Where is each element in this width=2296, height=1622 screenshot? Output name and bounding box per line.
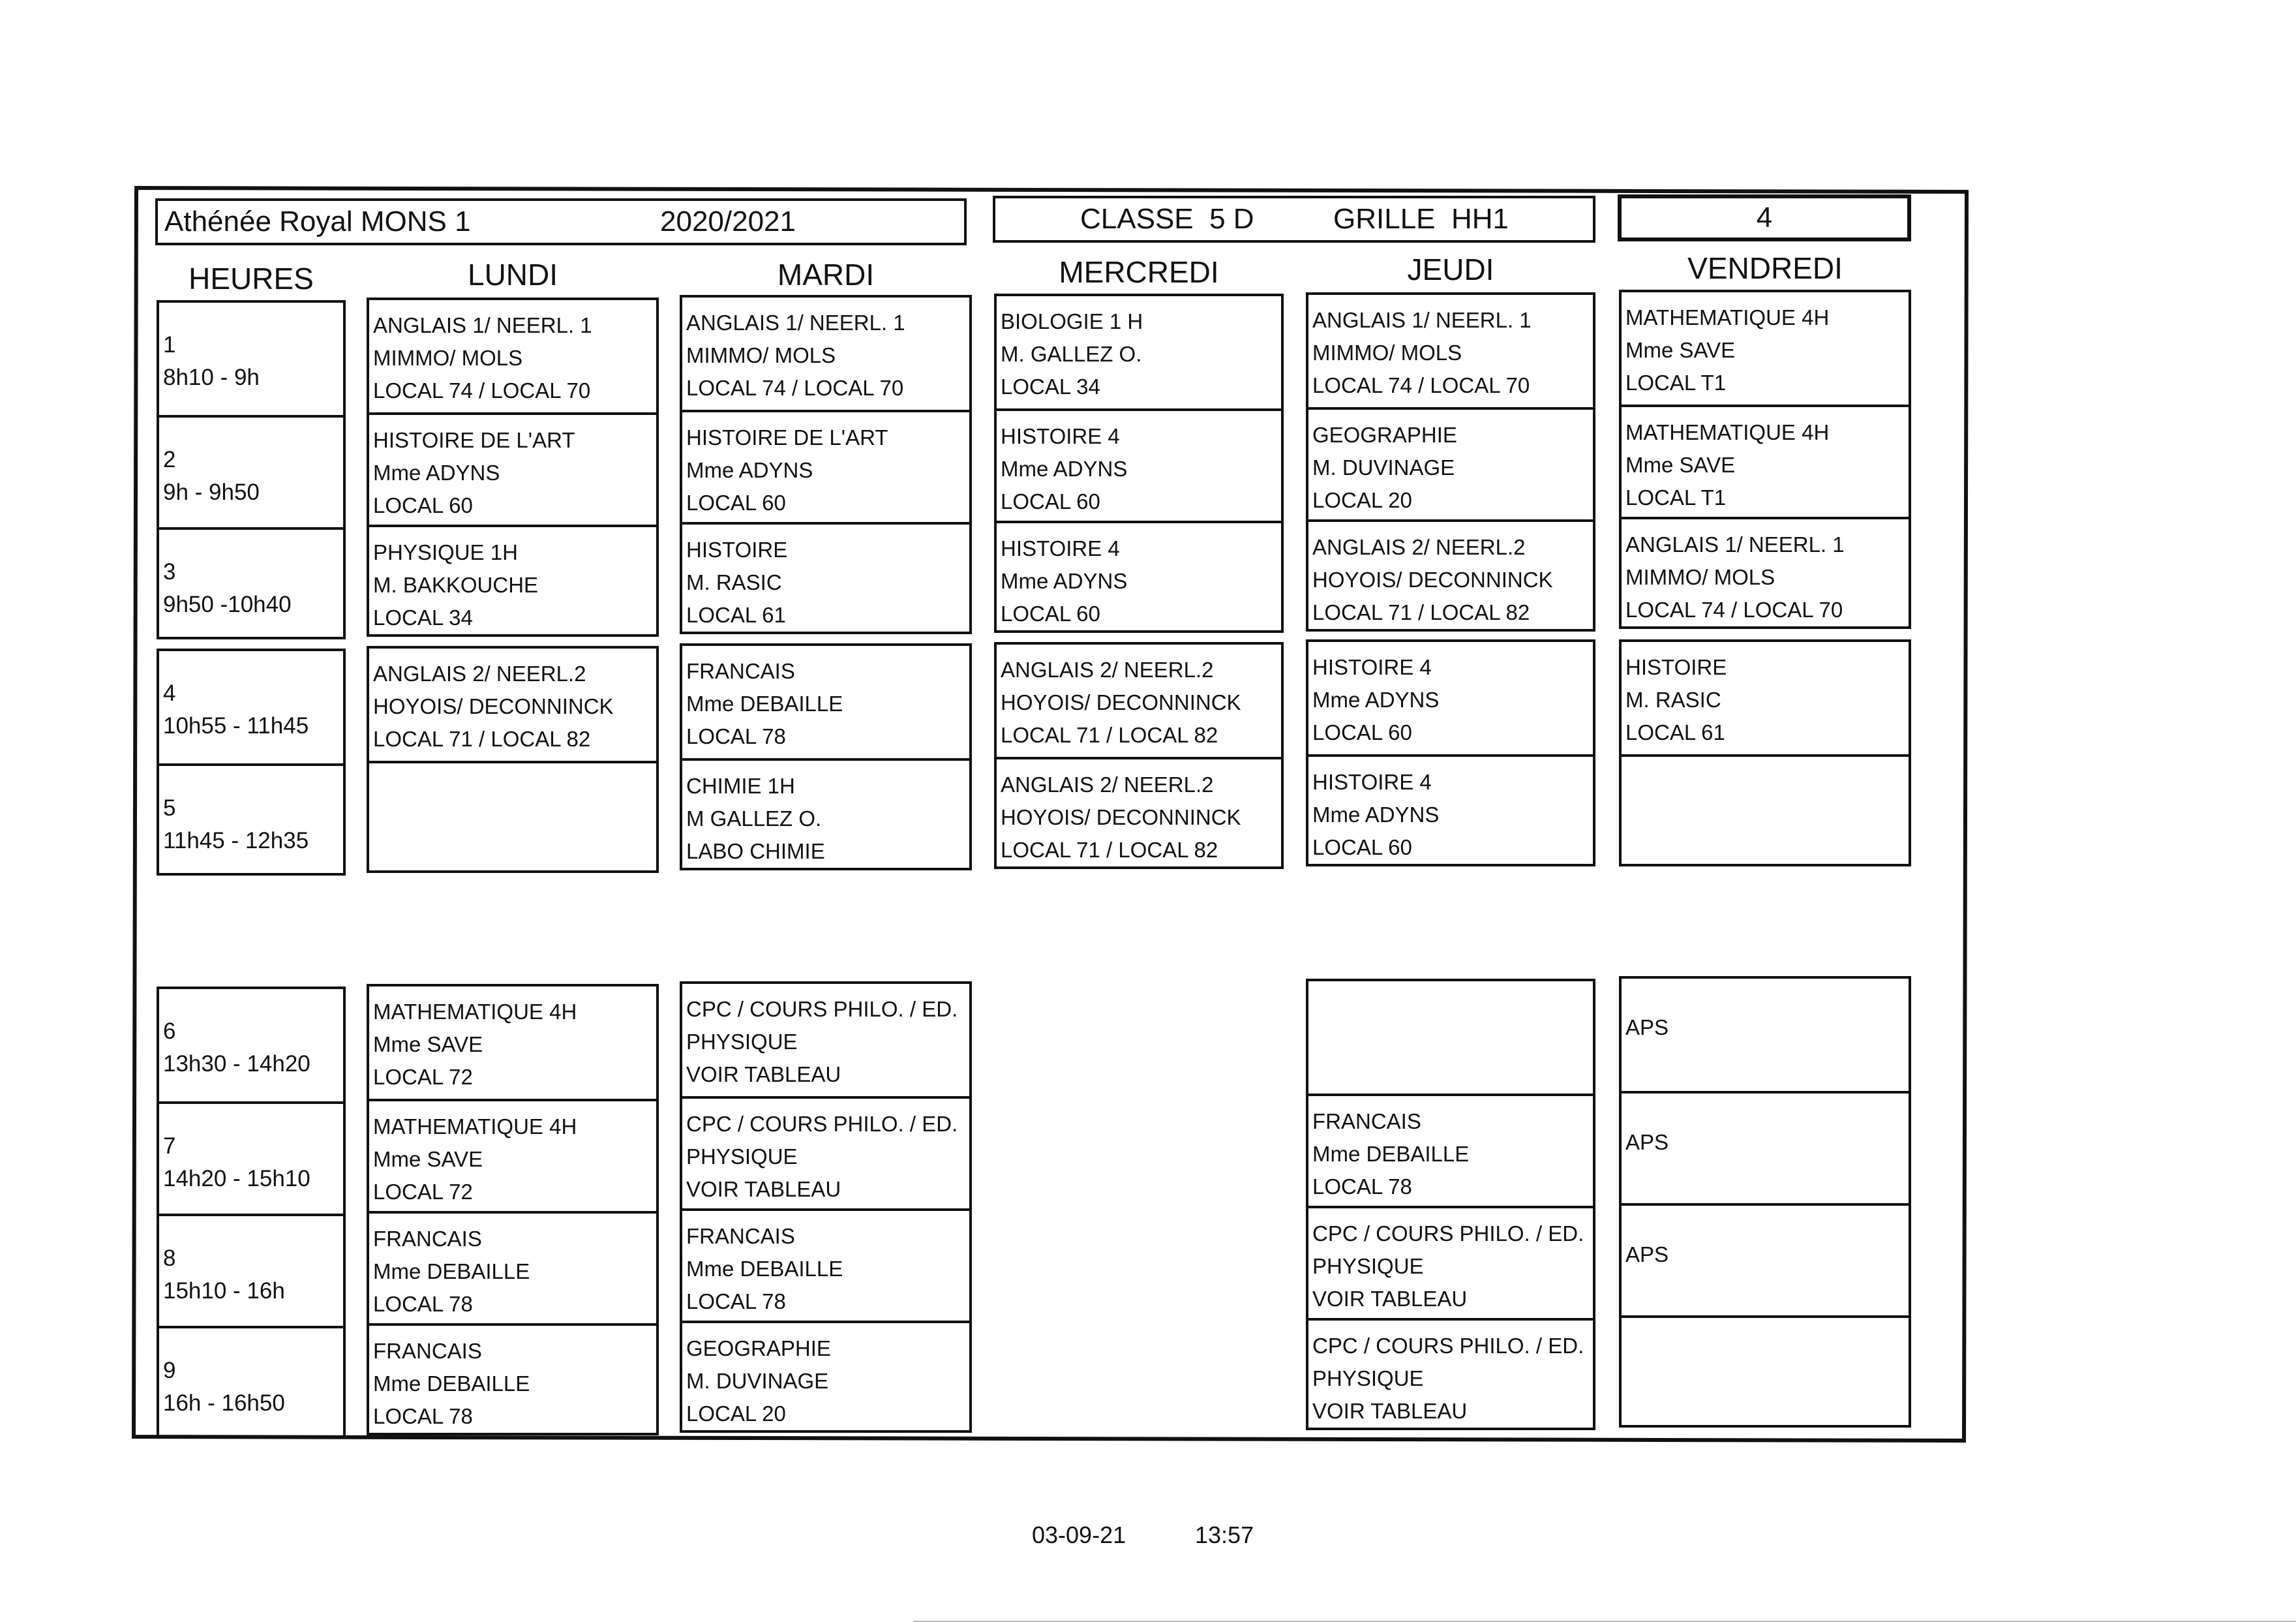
teacher-name: Mme SAVE (373, 1032, 483, 1056)
hour-slot-9 (159, 1326, 343, 1438)
room-name: VOIR TABLEAU (1312, 1399, 1468, 1423)
mardi-period-8 (682, 1208, 969, 1321)
jeudi-period-3 (1308, 519, 1593, 632)
course-name: HISTOIRE (1625, 655, 1727, 679)
mercredi-period-5 (997, 757, 1281, 869)
lundi-block (367, 984, 659, 1435)
teacher-name: Mme DEBAILLE (1312, 1142, 1470, 1166)
course-name: MATHEMATIQUE 4H (373, 1114, 577, 1139)
room-name: LOCAL 60 (1001, 489, 1100, 513)
day-header-heures: HEURES (189, 262, 314, 296)
day-header-jeudi: JEUDI (1407, 252, 1494, 286)
room-name: LOCAL 72 (373, 1180, 473, 1204)
lundi-period-8 (369, 1211, 656, 1323)
teacher-name: M GALLEZ O. (686, 806, 822, 831)
course-name: MATHEMATIQUE 4H (1625, 420, 1830, 444)
teacher-name: Mme SAVE (1625, 338, 1736, 362)
course-name: HISTOIRE 4 (1312, 770, 1432, 794)
room-name: LABO CHIMIE (686, 839, 825, 863)
course-name: 4 (163, 681, 176, 706)
jeudi-period-4 (1308, 642, 1593, 754)
course-name: GEOGRAPHIE (686, 1336, 831, 1360)
week-number (1618, 194, 1911, 241)
lundi-period-2 (369, 412, 656, 525)
room-name: LOCAL 60 (1312, 835, 1412, 859)
course-name: 2 (163, 447, 176, 472)
room-name: LOCAL 78 (686, 724, 786, 748)
course-name: HISTOIRE DE L'ART (373, 428, 575, 452)
course-name: 5 (163, 795, 176, 821)
room-name: LOCAL 78 (373, 1292, 473, 1316)
course-name: FRANCAIS (686, 1224, 795, 1248)
room-name: LOCAL 78 (686, 1289, 786, 1313)
mercredi-block (994, 294, 1284, 633)
room-name: LOCAL 34 (373, 605, 473, 630)
teacher-name: Mme ADYNS (1001, 457, 1128, 481)
day-header-mardi: MARDI (777, 258, 875, 292)
jeudi-block (1306, 292, 1595, 632)
teacher-name: HOYOIS/ DECONNINCK (373, 694, 614, 718)
course-name: HISTOIRE 4 (1001, 424, 1120, 448)
teacher-name: PHYSIQUE (1312, 1366, 1424, 1390)
mardi-period-2 (682, 410, 969, 522)
class-header (993, 196, 1595, 243)
room-name: LOCAL 72 (373, 1065, 473, 1089)
room-name: LOCAL 60 (1312, 720, 1412, 744)
room-name: VOIR TABLEAU (686, 1177, 841, 1201)
course-name: ANGLAIS 2/ NEERL.2 (1312, 535, 1526, 559)
vendredi-period-4 (1622, 642, 1909, 754)
lundi-period-5 (369, 761, 656, 873)
course-name: ANGLAIS 2/ NEERL.2 (1001, 773, 1214, 797)
room-name: LOCAL 60 (373, 493, 473, 517)
course-name: HISTOIRE 4 (1312, 655, 1432, 679)
mercredi-period-2 (997, 408, 1281, 521)
room-name: LOCAL 78 (373, 1404, 473, 1428)
course-name: PHYSIQUE 1H (373, 540, 518, 564)
course-name: ANGLAIS 1/ NEERL. 1 (686, 311, 905, 335)
course-name: HISTOIRE (686, 538, 788, 562)
mercredi-block (994, 642, 1284, 869)
jeudi-period-7 (1308, 1094, 1593, 1206)
teacher-name: Mme DEBAILLE (686, 1257, 843, 1281)
jeudi-period-9 (1308, 1318, 1593, 1430)
course-name: FRANCAIS (373, 1227, 482, 1251)
hour-slot-3 (159, 527, 343, 639)
room-name: LOCAL 34 (1001, 375, 1100, 399)
grid-label: GRILLE HH1 (1333, 203, 1509, 235)
lundi-period-4 (369, 649, 656, 761)
room-name: LOCAL 61 (686, 603, 786, 627)
course-name: BIOLOGIE 1 H (1001, 309, 1143, 333)
teacher-name: MIMMO/ MOLS (1625, 565, 1775, 589)
course-name: CPC / COURS PHILO. / ED. (1312, 1334, 1584, 1358)
mercredi-period-1 (997, 296, 1281, 408)
mardi-period-1 (682, 298, 969, 410)
jeudi-period-2 (1308, 407, 1593, 519)
teacher-name: 9h - 9h50 (163, 480, 260, 505)
course-name: CPC / COURS PHILO. / ED. (686, 997, 958, 1021)
teacher-name: Mme ADYNS (686, 458, 813, 482)
course-name: FRANCAIS (373, 1339, 482, 1363)
week-number-value: 4 (1756, 202, 1773, 234)
course-name: GEOGRAPHIE (1312, 423, 1457, 447)
course-name: ANGLAIS 2/ NEERL.2 (373, 662, 586, 686)
teacher-name: Mme SAVE (1625, 453, 1736, 477)
teacher-name: M. DUVINAGE (686, 1369, 829, 1393)
teacher-name: M. BAKKOUCHE (373, 573, 539, 597)
teacher-name: Mme DEBAILLE (686, 692, 843, 716)
lundi-period-9 (369, 1323, 656, 1435)
room-name: LOCAL 71 / LOCAL 82 (1001, 838, 1218, 862)
vendredi-period-8 (1622, 1203, 1909, 1315)
hour-slot-6 (159, 989, 343, 1101)
room-name: LOCAL 71 / LOCAL 82 (1001, 723, 1218, 747)
teacher-name: HOYOIS/ DECONNINCK (1001, 805, 1241, 829)
teacher-name: MIMMO/ MOLS (373, 346, 523, 370)
room-name: LOCAL 74 / LOCAL 70 (1625, 598, 1843, 622)
teacher-name: Mme ADYNS (373, 461, 500, 485)
mardi-period-7 (682, 1096, 969, 1208)
lundi-block (367, 298, 659, 637)
mardi-period-4 (682, 646, 969, 758)
room-name: LOCAL T1 (1625, 485, 1727, 510)
teacher-name: PHYSIQUE (686, 1030, 798, 1054)
room-name: LOCAL 71 / LOCAL 82 (1312, 600, 1530, 624)
school-year: 2020/2021 (660, 206, 796, 237)
room-name: VOIR TABLEAU (1312, 1287, 1468, 1311)
course-name: HISTOIRE DE L'ART (686, 425, 888, 450)
lundi-period-7 (369, 1099, 656, 1211)
hour-slot-4 (159, 651, 343, 763)
course-name: 1 (163, 332, 176, 358)
hours-block (157, 987, 346, 1438)
course-name: ANGLAIS 2/ NEERL.2 (1001, 658, 1214, 682)
teacher-name: Mme ADYNS (1312, 803, 1440, 827)
course-name: APS (1625, 1130, 1669, 1154)
room-name: LOCAL T1 (1625, 371, 1727, 395)
room-name: LOCAL 61 (1625, 720, 1725, 744)
mardi-block (680, 295, 972, 634)
teacher-name: HOYOIS/ DECONNINCK (1312, 568, 1553, 592)
room-name: LOCAL 78 (1312, 1174, 1412, 1199)
hours-block (157, 649, 346, 876)
course-name: CHIMIE 1H (686, 774, 795, 798)
course-name: FRANCAIS (686, 659, 795, 683)
class-label: CLASSE 5 D (1080, 203, 1254, 235)
print-date: 03-09-21 (1032, 1522, 1126, 1548)
teacher-name: 9h50 -10h40 (163, 592, 292, 617)
mardi-period-5 (682, 758, 969, 870)
jeudi-block (1306, 639, 1595, 866)
course-name: APS (1625, 1242, 1669, 1266)
teacher-name: Mme DEBAILLE (373, 1259, 530, 1283)
vendredi-period-3 (1622, 517, 1909, 629)
mardi-period-9 (682, 1321, 969, 1433)
room-name: LOCAL 60 (1001, 602, 1100, 626)
course-name: 9 (163, 1358, 176, 1383)
school-name: Athénée Royal MONS 1 (164, 206, 471, 237)
teacher-name: M. DUVINAGE (1312, 455, 1455, 480)
lundi-period-1 (369, 300, 656, 412)
vendredi-period-2 (1622, 405, 1909, 517)
vendredi-period-7 (1622, 1091, 1909, 1203)
print-time: 13:57 (1195, 1522, 1254, 1548)
teacher-name: MIMMO/ MOLS (1312, 341, 1462, 365)
vendredi-period-9 (1622, 1315, 1909, 1428)
lundi-block (367, 646, 659, 873)
room-name: LOCAL 74 / LOCAL 70 (686, 376, 904, 400)
room-name: LOCAL 20 (1312, 488, 1412, 512)
teacher-name: 11h45 - 12h35 (163, 828, 309, 853)
course-name: ANGLAIS 1/ NEERL. 1 (373, 313, 592, 337)
room-name: LOCAL 74 / LOCAL 70 (373, 378, 591, 403)
teacher-name: 8h10 - 9h (163, 365, 260, 390)
teacher-name: 15h10 - 16h (163, 1278, 285, 1304)
day-header-lundi: LUNDI (467, 258, 558, 292)
teacher-name: 13h30 - 14h20 (163, 1051, 310, 1077)
jeudi-period-6 (1308, 981, 1593, 1094)
vendredi-period-1 (1622, 292, 1909, 405)
hour-slot-2 (159, 415, 343, 527)
jeudi-block (1306, 979, 1595, 1430)
course-name: 3 (163, 559, 176, 585)
teacher-name: HOYOIS/ DECONNINCK (1001, 690, 1241, 714)
room-name: LOCAL 60 (686, 491, 786, 515)
lundi-period-6 (369, 987, 656, 1099)
day-header-vendredi: VENDREDI (1687, 251, 1843, 285)
teacher-name: 10h55 - 11h45 (163, 713, 309, 739)
vendredi-period-5 (1622, 754, 1909, 866)
course-name: MATHEMATIQUE 4H (1625, 305, 1830, 329)
teacher-name: M. GALLEZ O. (1001, 342, 1142, 366)
lundi-period-3 (369, 525, 656, 637)
room-name: LOCAL 74 / LOCAL 70 (1312, 373, 1530, 397)
course-name: ANGLAIS 1/ NEERL. 1 (1625, 532, 1845, 557)
vendredi-block (1619, 639, 1911, 866)
hour-slot-7 (159, 1101, 343, 1214)
mercredi-period-3 (997, 521, 1281, 633)
room-name: VOIR TABLEAU (686, 1062, 841, 1086)
teacher-name: Mme SAVE (373, 1147, 483, 1171)
hour-slot-5 (159, 763, 343, 876)
course-name: MATHEMATIQUE 4H (373, 1000, 577, 1024)
jeudi-period-1 (1308, 295, 1593, 407)
teacher-name: Mme DEBAILLE (373, 1371, 530, 1396)
teacher-name: PHYSIQUE (1312, 1254, 1424, 1278)
course-name: 8 (163, 1246, 176, 1271)
mardi-period-6 (682, 984, 969, 1096)
course-name: APS (1625, 1015, 1669, 1039)
hour-slot-1 (159, 303, 343, 415)
course-name: HISTOIRE 4 (1001, 536, 1120, 560)
teacher-name: 16h - 16h50 (163, 1390, 285, 1416)
vendredi-block (1619, 290, 1911, 629)
jeudi-period-5 (1308, 754, 1593, 866)
vendredi-period-6 (1622, 979, 1909, 1091)
hours-block (157, 300, 346, 639)
course-name: 6 (163, 1018, 176, 1044)
vendredi-block (1619, 976, 1911, 1428)
mardi-period-3 (682, 522, 969, 634)
teacher-name: PHYSIQUE (686, 1144, 798, 1169)
school-header (155, 198, 967, 245)
teacher-name: M. RASIC (686, 570, 782, 594)
course-name: 7 (163, 1133, 176, 1159)
course-name: CPC / COURS PHILO. / ED. (1312, 1221, 1584, 1246)
hour-slot-8 (159, 1214, 343, 1326)
mercredi-period-4 (997, 645, 1281, 757)
room-name: LOCAL 20 (686, 1401, 786, 1426)
teacher-name: Mme ADYNS (1312, 688, 1440, 712)
day-header-mercredi: MERCREDI (1059, 255, 1219, 289)
teacher-name: Mme ADYNS (1001, 569, 1128, 593)
teacher-name: 14h20 - 15h10 (163, 1166, 310, 1191)
room-name: LOCAL 71 / LOCAL 82 (373, 727, 591, 751)
course-name: FRANCAIS (1312, 1109, 1421, 1133)
jeudi-period-8 (1308, 1206, 1593, 1318)
teacher-name: MIMMO/ MOLS (686, 343, 836, 367)
course-name: CPC / COURS PHILO. / ED. (686, 1112, 958, 1136)
teacher-name: M. RASIC (1625, 688, 1721, 712)
course-name: ANGLAIS 1/ NEERL. 1 (1312, 308, 1532, 332)
mardi-block (680, 981, 972, 1433)
mardi-block (680, 643, 972, 870)
